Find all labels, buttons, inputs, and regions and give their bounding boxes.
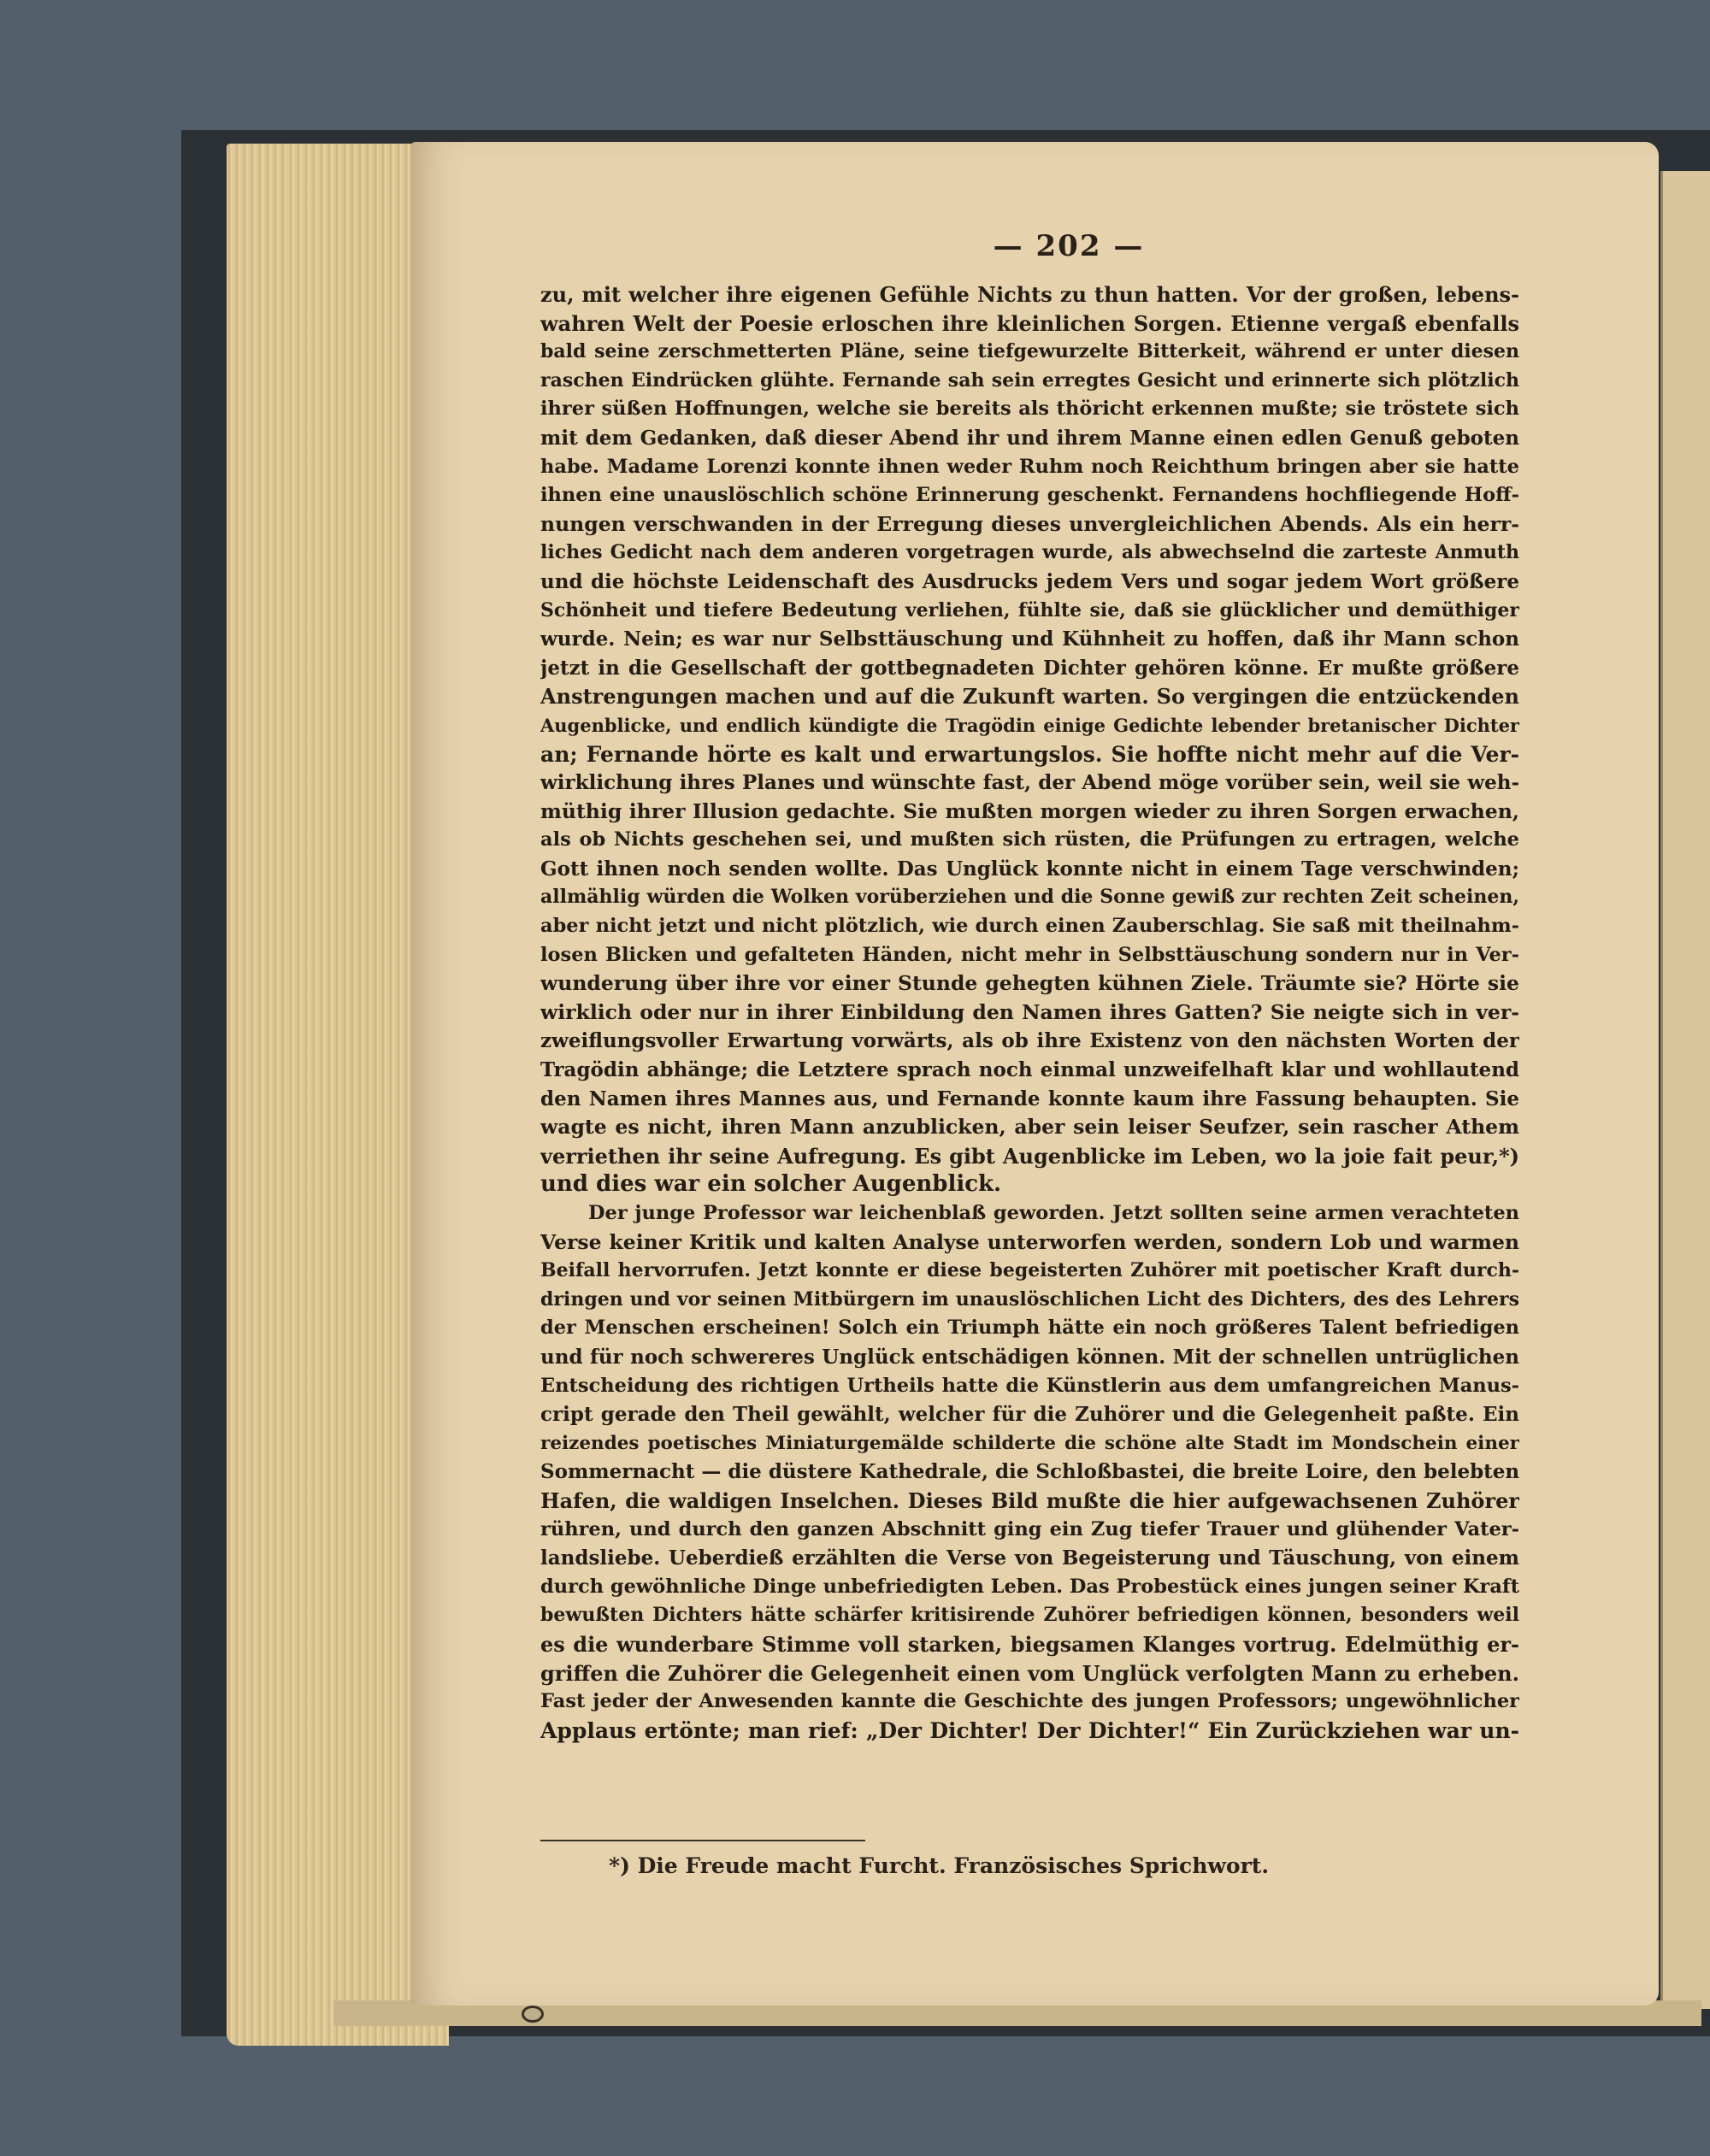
text-line: zu, mit welcher ihre eigenen Gefühle Nichts zu thun hatten. Vor der großen, lebens- [540,282,1519,307]
text-line: landsliebe. Ueberdieß erzählten die Verse von Begeisterung und Täuschung, von einem [540,1546,1519,1570]
text-line: Applaus ertönte; man rief: „Der Dichter! Der Dichter!“ Ein Zurückziehen war un- [540,1717,1519,1743]
text-line: zweiflungsvoller Erwartung vorwärts, als ob ihre Existenz von den nächsten Worten der [540,1029,1519,1053]
text-line: der Menschen erscheinen! Solch ein Triumph hätte ein noch größeres Talent befriedigen [540,1317,1519,1340]
text-line: allmählig würden die Wolken vorüberziehen und die Sonne gewiß zur rechten Zeit scheinen, [540,886,1519,909]
text-line: es die wunderbare Stimme voll starken, biegsamen Klanges vortrug. Edelmüthig er- [540,1631,1519,1657]
text-line: Anstrengungen machen und auf die Zukunft warten. So vergingen die entzückenden [540,684,1519,710]
text-line: habe. Madame Lorenzi konnte ihnen weder Ruhm noch Reichthum bringen aber sie hatte [540,455,1519,478]
text-line: Augenblicke, und endlich kündigte die Tragödin einige Gedichte lebender bretanischer Dichter [540,714,1519,736]
footnote-divider [540,1840,865,1841]
text-line: losen Blicken und gefalteten Händen, nicht mehr in Selbsttäuschung sondern nur in Ver- [540,943,1519,966]
text-line: reizendes poetisches Miniaturgemälde schilderte die schöne alte Stadt im Mondschein einer [540,1432,1519,1454]
text-line: durch gewöhnliche Dinge unbefriedigten Leben. Das Probestück eines jungen seiner Kraft [540,1575,1519,1598]
text-line: verriethen ihr seine Aufregung. Es gibt Augenblicke im Leben, wo la joie fait peur,*) [540,1143,1519,1169]
text-line: Entscheidung des richtigen Urtheils hatte die Künstlerin aus dem umfangreichen Manus- [540,1374,1519,1397]
text-line: Tragödin abhänge; die Letztere sprach noch einmal unzweifelhaft klar und wohllautend [540,1058,1519,1082]
binding-ring-mark [522,2006,544,2023]
text-line: mit dem Gedanken, daß dieser Abend ihr und ihrem Manne einen edlen Genuß geboten [540,426,1519,450]
text-line: wunderung über ihre vor einer Stunde gehegten kühnen Ziele. Träumte sie? Hörte sie [540,971,1519,996]
text-line: Beifall hervorrufen. Jetzt konnte er diese begeisterten Zuhörer mit poetischer Kraft durch- [540,1259,1519,1282]
text-line: als ob Nichts geschehen sei, und mußten sich rüsten, die Prüfungen zu ertragen, welche [540,828,1519,851]
text-line: jetzt in die Gesellschaft der gottbegnadeten Dichter gehören könne. Er mußte größere [540,656,1519,680]
text-line: Sommernacht — die düstere Kathedrale, die Schloßbastei, die breite Loire, den belebten [540,1460,1519,1484]
text-line: ihnen eine unauslöschlich schöne Erinnerung geschenkt. Fernandens hochfliegende Hoff- [540,484,1519,507]
text-line: ihrer süßen Hoffnungen, welche sie bereits als thöricht erkennen mußte; sie tröstete sich [540,398,1519,421]
text-line: Verse keiner Kritik und kalten Analyse unterworfen werden, sondern Lob und warmen [540,1229,1519,1254]
text-line: raschen Eindrücken glühte. Fernande sah sein erregtes Gesicht und erinnerte sich plötzlich [540,368,1519,392]
next-page-edge [1660,171,1710,2009]
text-line: wirklich oder nur in ihrer Einbildung den Namen ihres Gatten? Sie neigte sich in ver- [540,999,1519,1024]
text-line: an; Fernande hörte es kalt und erwartungslos. Sie hoffte nicht mehr auf die Ver- [540,741,1519,767]
text-line: bald seine zerschmetterten Pläne, seine tiefgewurzelte Bitterkeit, während er unter diesen [540,340,1519,363]
text-line: Schönheit und tiefere Bedeutung verliehen, fühlte sie, daß sie glücklicher und demüthiger [540,598,1519,621]
text-line: und die höchste Leidenschaft des Ausdrucks jedem Vers und sogar jedem Wort größere [540,569,1519,593]
text-line: wagte es nicht, ihren Mann anzublicken, aber sein leiser Seufzer, sein rascher Athem [540,1115,1519,1140]
text-line: Fast jeder der Anwesenden kannte die Geschichte des jungen Professors; ungewöhnlicher [540,1690,1519,1713]
text-line: Gott ihnen noch senden wollte. Das Unglück konnte nicht in einem Tage verschwinden; [540,857,1519,881]
text-line: Hafen, die waldigen Inselchen. Dieses Bild mußte die hier aufgewachsenen Zuhörer [540,1487,1519,1513]
paragraph-start-line: Der junge Professor war leichenblaß geworden. Jetzt sollten seine armen verachteten [588,1202,1519,1224]
text-line: cript gerade den Theil gewählt, welcher für die Zuhörer und die Gelegenheit paßte. Ein [540,1403,1519,1427]
text-line: wurde. Nein; es war nur Selbsttäuschung und Kühnheit zu hoffen, daß ihr Mann schon [540,627,1519,651]
body-text [540,280,1519,1745]
text-line: müthig ihrer Illusion gedachte. Sie mußten morgen wieder zu ihren Sorgen erwachen, [540,798,1519,823]
text-line: nungen verschwanden in der Erregung dieses unvergleichlichen Abends. Als ein herr- [540,511,1519,536]
page-number: — 202 — [993,229,1145,263]
paragraph-end-line: und dies war ein solcher Augenblick. [540,1171,1002,1198]
text-line: aber nicht jetzt und nicht plötzlich, wie durch einen Zauberschlag. Sie saß mit theilnahm- [540,915,1519,938]
text-line: wirklichung ihres Planes und wünschte fast, der Abend möge vorüber sein, weil sie weh- [540,771,1519,795]
text-line: rühren, und durch den ganzen Abschnitt ging ein Zug tiefer Trauer und glühender Vater- [540,1517,1519,1540]
text-line: dringen und vor seinen Mitbürgern im unauslöschlichen Licht des Dichters, des des Lehrers [540,1287,1519,1311]
text-line: bewußten Dichters hätte schärfer kritisirende Zuhörer befriedigen können, besonders weil [540,1604,1519,1627]
text-line: den Namen ihres Mannes aus, und Fernande konnte kaum ihre Fassung behaupten. Sie [540,1087,1519,1110]
text-line: wahren Welt der Poesie erloschen ihre kleinlichen Sorgen. Etienne vergaß ebenfalls [540,310,1519,336]
text-line: liches Gedicht nach dem anderen vorgetragen wurde, als abwechselnd die zarteste Anmuth [540,541,1519,564]
text-line: griffen die Zuhörer die Gelegenheit einen vom Unglück verfolgten Mann zu erheben. [540,1660,1519,1686]
footnote: *) Die Freude macht Furcht. Französisches Sprichwort. [609,1853,1270,1878]
text-line: und für noch schwereres Unglück entschädigen können. Mit der schnellen untrüglichen [540,1345,1519,1369]
